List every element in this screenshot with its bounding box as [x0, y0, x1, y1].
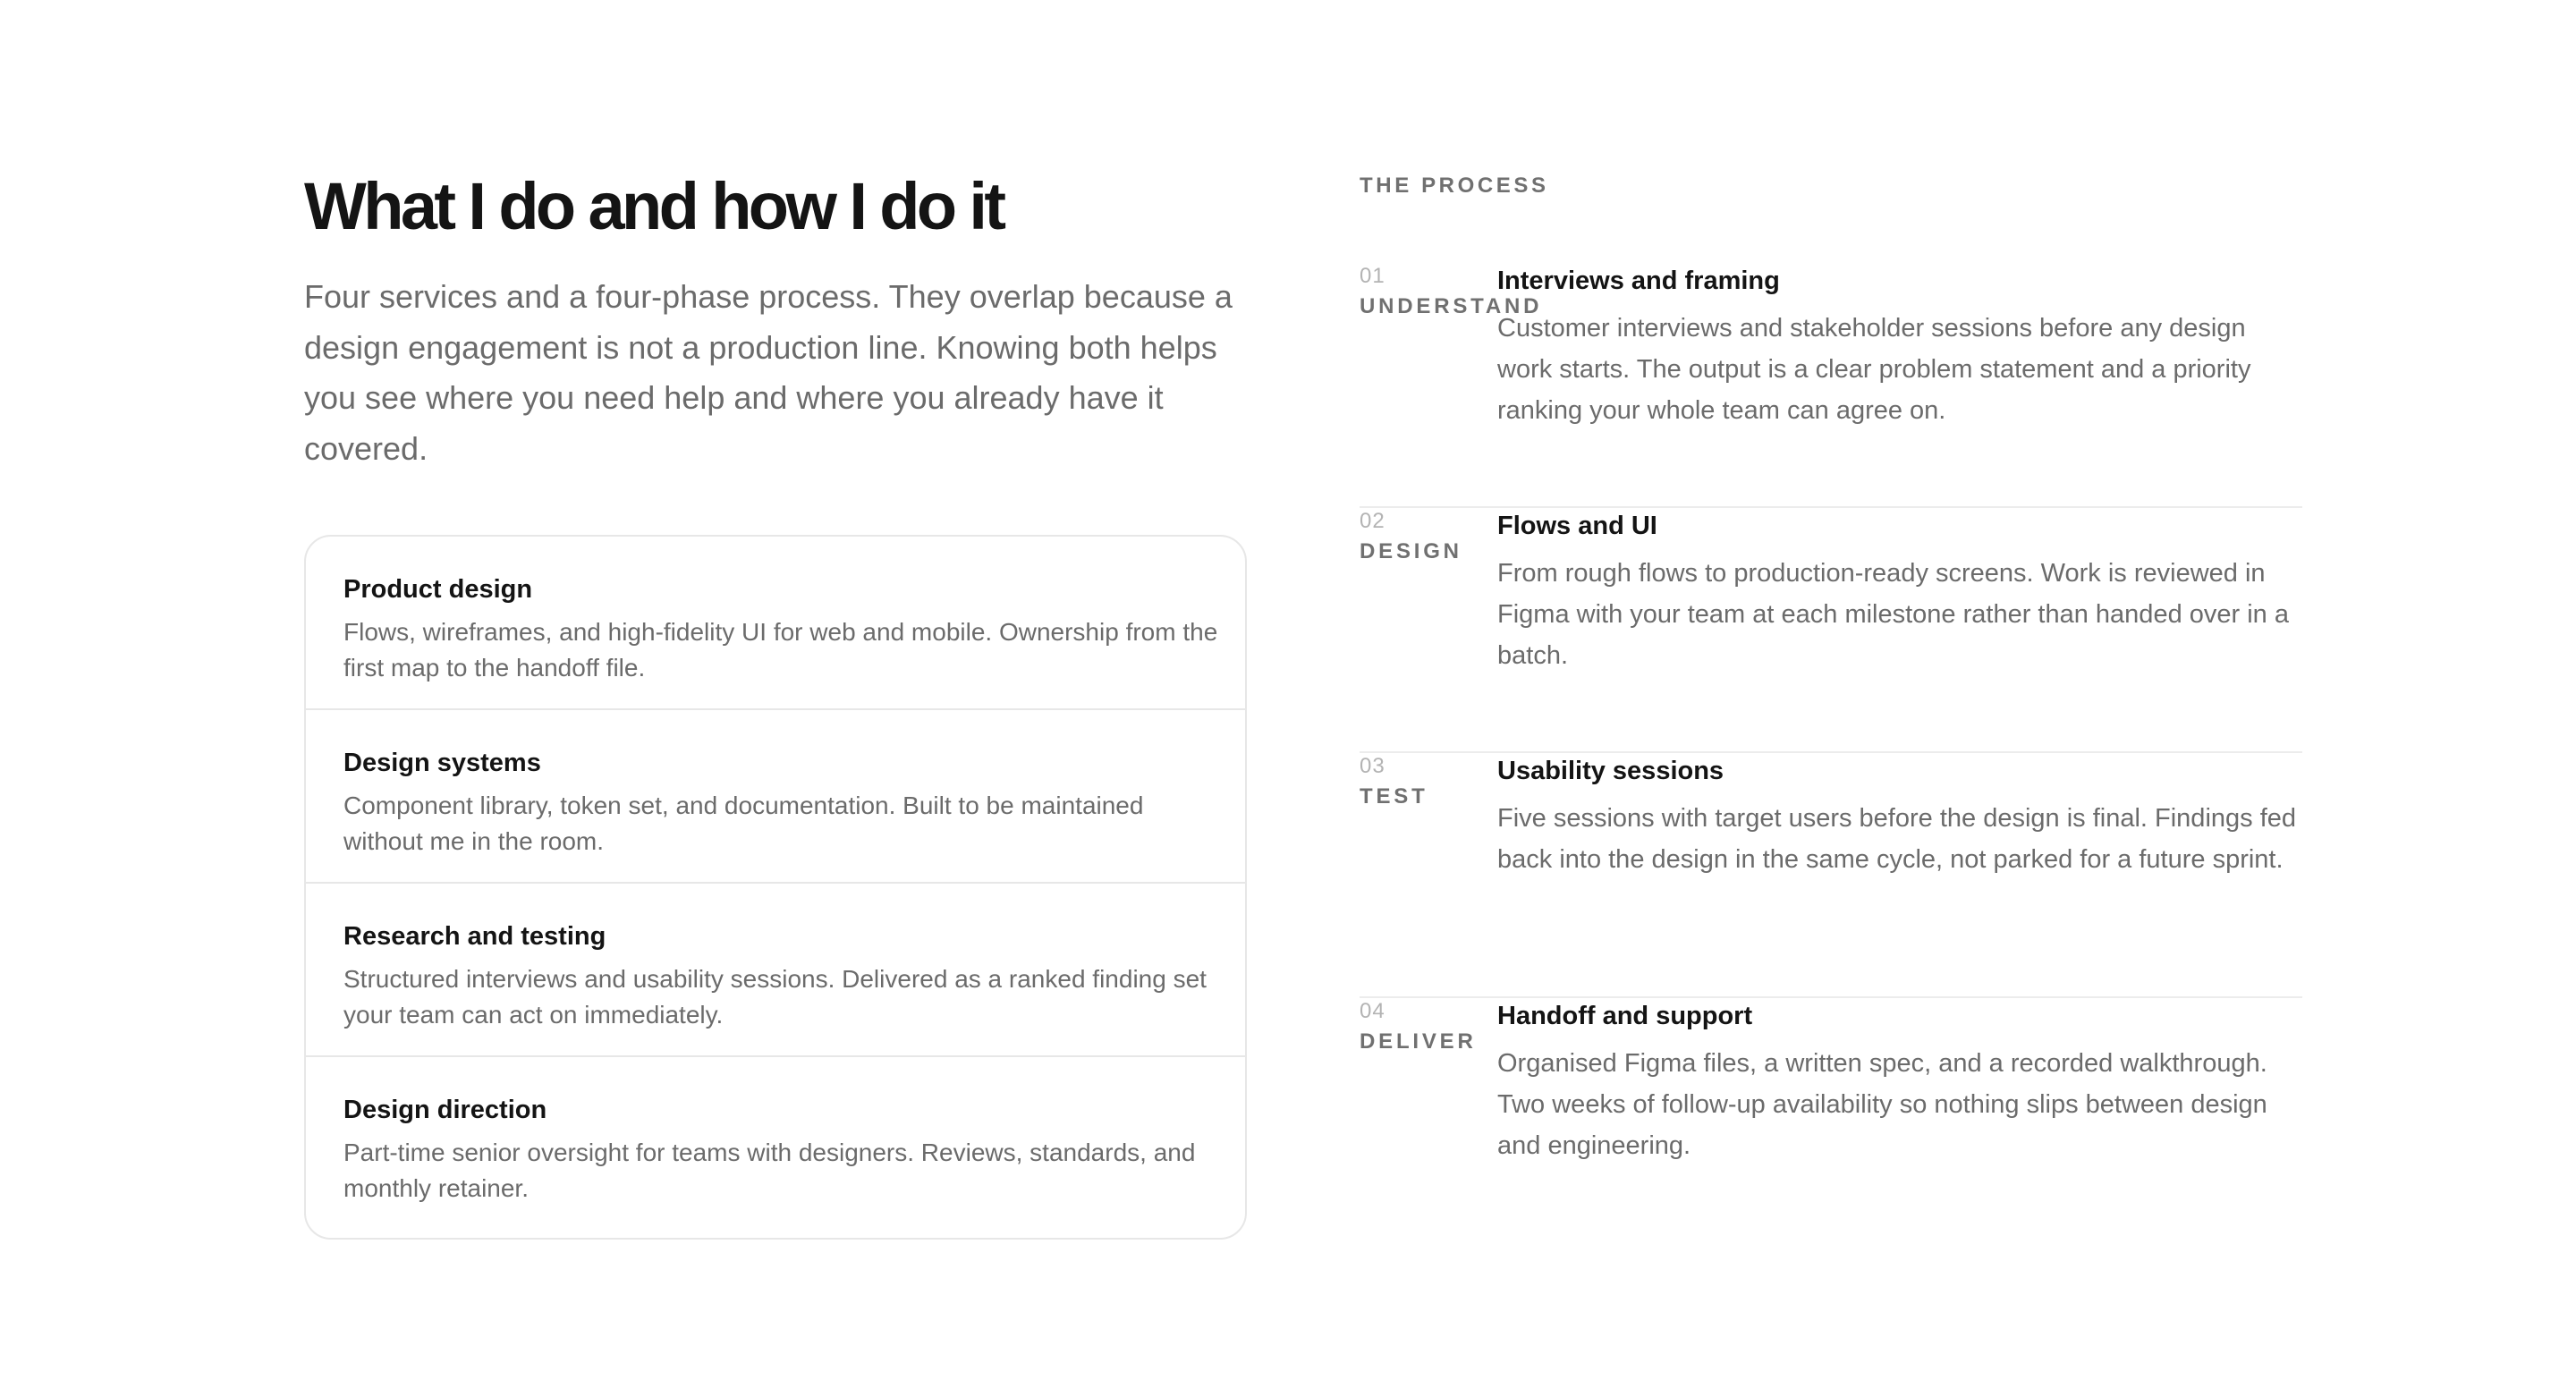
service-description: Flows, wireframes, and high-fidelity UI for web and mobile. Ownership from the first map to the handoff file. [343, 618, 1218, 682]
process-phase-list [1360, 263, 2302, 1243]
phase-meta [1360, 508, 1494, 565]
phase-label: DESIGN [1360, 539, 1462, 563]
phase-title: Handoff and support [1497, 1002, 1753, 1030]
service-title: Research and testing [343, 922, 606, 951]
phase-title: Flows and UI [1497, 512, 1657, 540]
services-intro [304, 166, 1247, 474]
phase-meta [1360, 998, 1494, 1055]
phase-understand [1360, 263, 2302, 508]
phase-title: Usability sessions [1497, 757, 1724, 785]
services-list [304, 535, 1247, 1240]
phase-body [1497, 998, 2302, 1166]
phase-body [1497, 263, 2302, 431]
service-description: Structured interviews and usability sessions. Delivered as a ranked finding set your team can act on immediately. [343, 965, 1207, 1029]
phase-number: 04 [1360, 999, 1385, 1023]
phase-number: 03 [1360, 754, 1385, 778]
phase-design [1360, 508, 2302, 753]
phase-label: DELIVER [1360, 1029, 1477, 1054]
phase-number: 01 [1360, 264, 1385, 288]
phase-meta [1360, 753, 1494, 810]
phase-body [1497, 753, 2302, 880]
phase-meta [1360, 263, 1543, 320]
phase-body [1497, 508, 2302, 676]
phase-description: Customer interviews and stakeholder sessions before any design work starts. The output is a clear problem statement and a priority ranking your whole team can agree on. [1497, 314, 2251, 425]
phase-description: Organised Figma files, a written spec, and a recorded walkthrough. Two weeks of follow-up availability so nothing slips between design and engineering. [1497, 1049, 2267, 1160]
phase-description: From rough flows to production-ready screens. Work is reviewed in Figma with your team at each milestone rather than handed over in a batch. [1497, 559, 2289, 670]
process-heading: THE PROCESS [1360, 174, 1549, 198]
service-item-research-and-testing [306, 884, 1245, 1057]
phase-label: TEST [1360, 784, 1428, 809]
service-item-product-design [306, 537, 1245, 710]
phase-deliver [1360, 998, 2302, 1243]
service-description: Component library, token set, and documentation. Built to be maintained without me in the room. [343, 792, 1144, 855]
intro-paragraph: Four services and a four-phase process. They overlap because a design engagement is not a production line. Knowing both helps you see where you need help and where you already have it covered. [304, 278, 1233, 467]
service-title: Design direction [343, 1096, 547, 1124]
phase-description: Five sessions with target users before the design is final. Findings fed back into the design in the same cycle, not parked for a future sprint. [1497, 804, 2297, 874]
phase-test [1360, 753, 2302, 998]
service-item-design-direction [306, 1057, 1245, 1231]
phase-number: 02 [1360, 509, 1385, 533]
phase-title: Interviews and framing [1497, 267, 1780, 295]
service-title: Product design [343, 575, 533, 604]
phase-label: UNDERSTAND [1360, 294, 1543, 318]
service-title: Design systems [343, 749, 541, 777]
service-description: Part-time senior oversight for teams with designers. Reviews, standards, and monthly retainer. [343, 1139, 1196, 1202]
page-title: What I do and how I do it [304, 169, 1004, 243]
service-item-design-systems [306, 710, 1245, 884]
process-section [1360, 172, 2302, 1243]
